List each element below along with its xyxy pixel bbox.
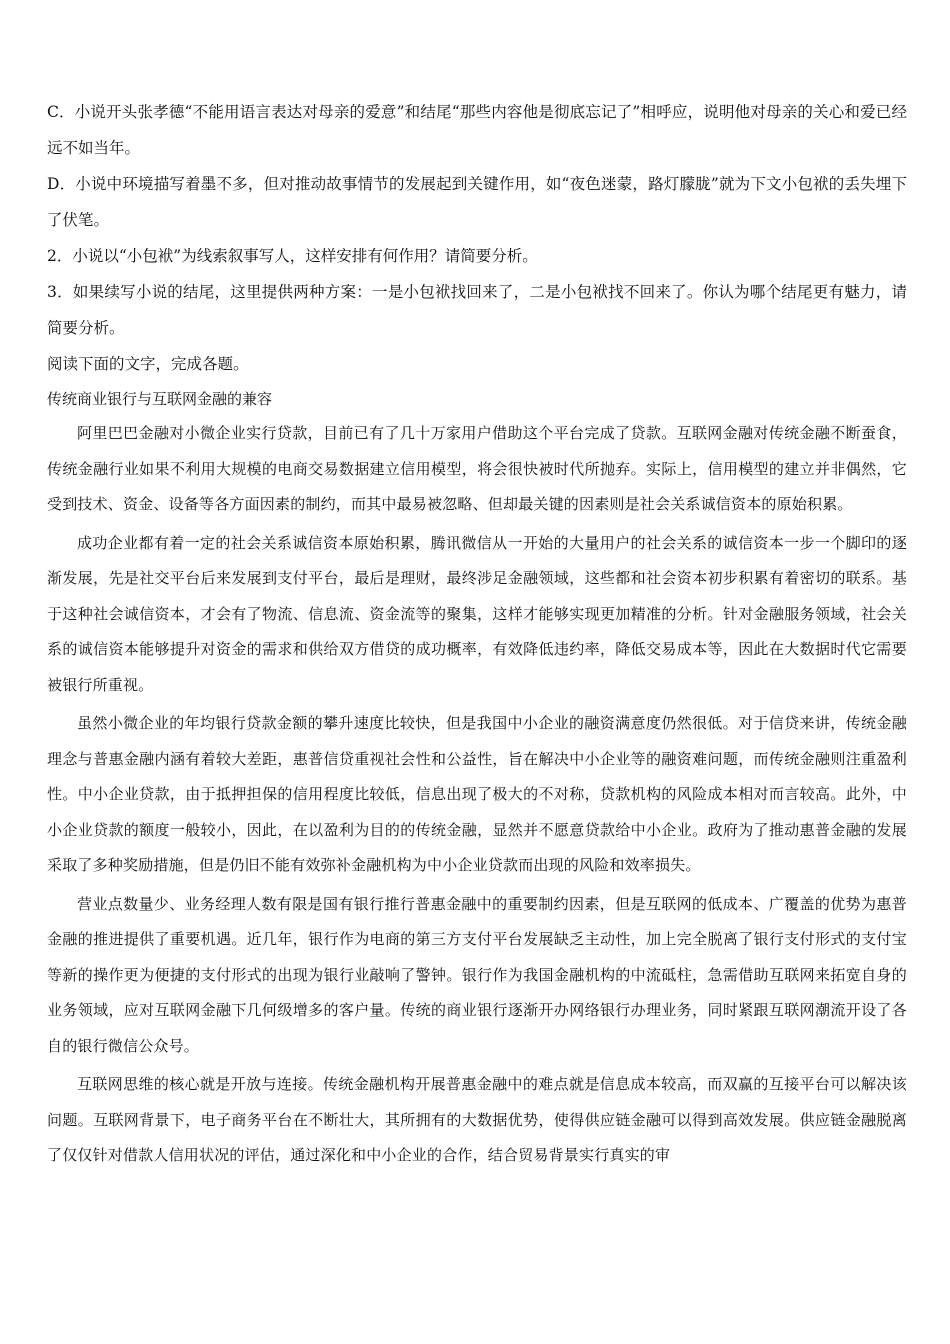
article-paragraph-1: 阿里巴巴金融对小微企业实行贷款，目前已有了几十万家用户借助这个平台完成了贷款。互联网金融对传统金融不断蚕食，传统金融行业如果不利用大规模的电商交易数据建立信用模型，将会很快被时代所抛弃。实际上，信用模型的建立并非偶然，它受到技术、资金、设备等各方面因素的制约，而其中最易被忽略、但却最关键的因素则是社会关系诚信资本的原始积累。 xyxy=(47,424,907,513)
reading-instruction: 阅读下面的文字，完成各题。 xyxy=(47,355,249,373)
question-2: 2．小说以“小包袱”为线索叙事写人，这样安排有何作用？请简要分析。 xyxy=(47,247,538,265)
question-3: 3．如果续写小说的结尾，这里提供两种方案：一是小包袱找回来了，二是小包袱找不回来了。你认为哪个结尾更有魅力，请简要分析。 xyxy=(47,283,907,337)
option-c: C．小说开头张孝德“不能用语言表达对母亲的爱意”和结尾“那些内容他是彻底忘记了”相呼应，说明他对母亲的关心和爱已经远不如当年。 xyxy=(47,103,907,157)
article-paragraph-4: 营业点数量少、业务经理人数有限是国有银行推行普惠金融中的重要制约因素，但是互联网的低成本、广覆盖的优势为惠普金融的推进提供了重要机遇。近几年，银行作为电商的第三方支付平台发展缺乏主动性，加上完全脱离了银行支付形式的支付宝等新的操作更为便捷的支付形式的出现为银行业敲响了警钟。银行作为我国金融机构的中流砥柱，急需借助互联网来拓宽自身的业务领域，应对互联网金融下几何级增多的客户量。传统的商业银行逐渐开办网络银行办理业务，同时紧跟互联网潮流开设了各自的银行微信公众号。 xyxy=(47,894,907,1055)
article-paragraph-5: 互联网思维的核心就是开放与连接。传统金融机构开展普惠金融中的难点就是信息成本较高，而双赢的互接平台可以解决该问题。互联网背景下，电子商务平台在不断壮大，其所拥有的大数据优势，使得供应链金融可以得到高效发展。供应链金融脱离了仅仅针对借款人信用状况的评估，通过深化和中小企业的合作，结合贸易背景实行真实的审 xyxy=(47,1075,907,1164)
document-page xyxy=(47,94,907,1174)
article-paragraph-2: 成功企业都有着一定的社会关系诚信资本原始积累，腾讯微信从一开始的大量用户的社会关系的诚信资本一步一个脚印的逐渐发展，先是社交平台后来发展到支付平台，最后是理财，最终涉足金融领域，这些都和社会资本初步积累有着密切的联系。基于这种社会诚信资本，才会有了物流、信息流、资金流等的聚集，这样才能够实现更加精准的分析。针对金融服务领域，社会关系的诚信资本能够提升对资金的需求和供给双方借贷的成功概率，有效降低违约率，降低交易成本等，因此在大数据时代它需要被银行所重视。 xyxy=(47,533,907,694)
option-d: D．小说中环境描写着墨不多，但对推动故事情节的发展起到关键作用，如“夜色迷蒙，路灯朦胧”就为下文小包袱的丢失埋下了伏笔。 xyxy=(47,175,907,229)
article-paragraph-3: 虽然小微企业的年均银行贷款金额的攀升速度比较快，但是我国中小企业的融资满意度仍然很低。对于信贷来讲，传统金融理念与普惠金融内涵有着较大差距，惠普信贷重视社会性和公益性，旨在解决中小企业等的融资难问题，而传统金融则注重盈利性。中小企业贷款，由于抵押担保的信用程度比较低，信息出现了极大的不对称，贷款机构的风险成本相对而言较高。此外，中小企业贷款的额度一般较小，因此，在以盈利为目的的传统金融，显然并不愿意贷款给中小企业。政府为了推动惠普金融的发展采取了多种奖励措施，但是仍旧不能有效弥补金融机构为中小企业贷款而出现的风险和效率损失。 xyxy=(47,714,907,874)
article-title: 传统商业银行与互联网金融的兼容 xyxy=(47,390,273,408)
